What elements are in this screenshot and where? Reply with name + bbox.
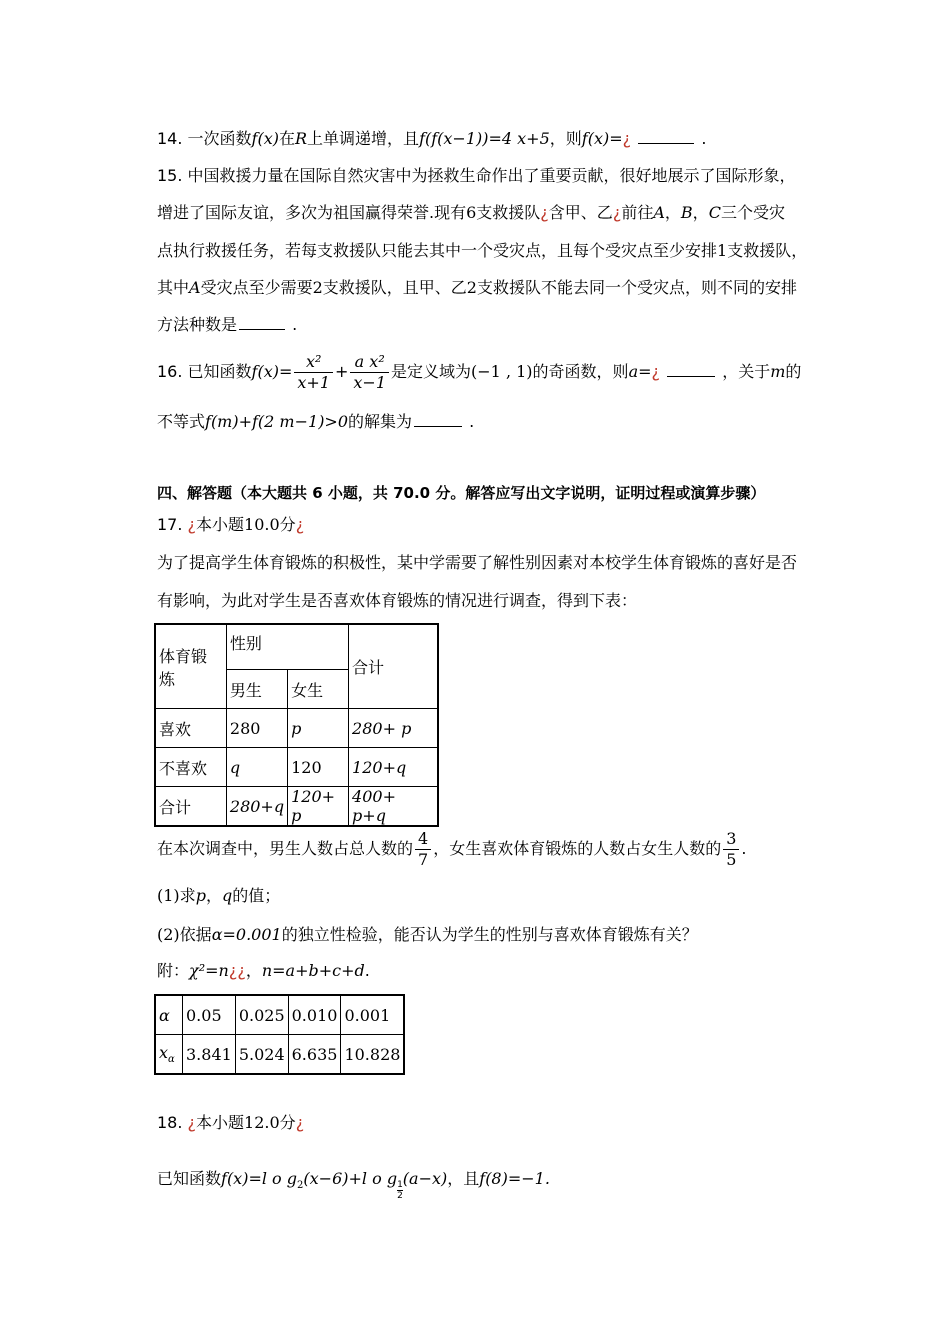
cell: p: [288, 709, 349, 748]
frac-den: 5: [726, 850, 737, 869]
header-gender: 性别: [226, 624, 348, 670]
q14-fx: f(x): [251, 129, 279, 148]
q17-text: .: [364, 961, 370, 980]
q17-text: 附：: [157, 961, 190, 980]
q18-number: 18.: [157, 1113, 188, 1132]
question-15-line4: [157, 277, 797, 299]
var-p: p: [195, 886, 206, 905]
fraction-4-7: [415, 829, 431, 870]
cell: 0.010: [288, 995, 341, 1035]
q16-inequality: f(m)+f(2 m−1)>0: [205, 412, 349, 431]
q14-text2: 在: [278, 129, 295, 148]
q15-A2: A: [189, 278, 201, 297]
cell: α: [155, 995, 183, 1035]
q15-text: 点执行救援任务，若每支救援队只能去其中一个受灾点，且每个受灾点至少安排: [157, 241, 718, 260]
q16-text: 是定义域为: [391, 362, 472, 381]
question-15-line2: [157, 202, 785, 224]
q15-one: 1: [717, 241, 728, 260]
q18-text: 分: [279, 1113, 296, 1132]
q15-text: 支救援队，: [727, 241, 808, 260]
cell: 120: [288, 748, 349, 787]
q15-text: 含甲、乙: [548, 203, 613, 222]
question-15-line3: [157, 240, 807, 262]
fraction-1: [294, 352, 333, 393]
table-row: [155, 709, 438, 748]
question-18-body: [157, 1168, 550, 1201]
q14-number: 14.: [157, 129, 183, 148]
header-male: 男生: [226, 670, 287, 709]
x-subscript: α: [168, 1054, 175, 1066]
survey-table: [154, 623, 439, 827]
cell: 不喜欢: [155, 748, 226, 787]
q15-end: .: [292, 315, 298, 334]
q15-text: 前往: [621, 203, 654, 222]
q17-text: ，: [205, 886, 222, 905]
alpha-value: α=0.001: [211, 925, 282, 944]
item-number: (1): [157, 886, 180, 905]
header-female: 女生: [288, 670, 349, 709]
frac-num: 3: [723, 829, 739, 850]
question-16-line1: [157, 350, 801, 394]
q15-text: 三个受灾: [720, 203, 785, 222]
q17-text: 在本次调查中，男生人数占总人数的: [157, 839, 414, 858]
q18-condition: f(8)=−1.: [479, 1169, 550, 1188]
header-exercise: 体育锻炼: [155, 624, 226, 709]
question-17-ratio-line: [157, 827, 747, 871]
cell: 6.635: [288, 1035, 341, 1075]
q16-domain: (−1 , 1): [471, 362, 533, 381]
q17-text: ，女生喜欢体育锻炼的人数占女生人数的: [433, 839, 722, 858]
q17-glyph: ¿: [295, 515, 305, 534]
q18-text: 已知函数: [157, 1169, 222, 1188]
frac-num: 4: [415, 829, 431, 850]
cell: 0.001: [341, 995, 404, 1035]
cell: 0.05: [183, 995, 236, 1035]
q15-text: 其中: [157, 278, 190, 297]
cell: 10.828: [341, 1035, 404, 1075]
q16-text: 不等式: [157, 412, 206, 431]
question-17-item1: [157, 885, 280, 907]
q14-text4: ，则: [549, 129, 582, 148]
q16-text: ，关于: [722, 362, 771, 381]
cell: q: [226, 748, 287, 787]
table-row: [155, 995, 404, 1035]
section-4-heading: 四、解答题（本大题共 6 小题，共 70.0 分。解答应写出文字说明，证明过程或演算步骤）: [157, 484, 766, 502]
q18-formula: (a−x): [402, 1169, 448, 1188]
cell: 280+ p: [349, 709, 438, 748]
question-17-item2: [157, 924, 698, 946]
q15-text: 支救援队，且甲、乙: [322, 278, 467, 297]
q15-text: 方法种数是: [157, 315, 238, 334]
var-q: q: [221, 886, 233, 905]
q18-glyph: ¿: [295, 1113, 305, 1132]
item-number: (2): [157, 925, 180, 944]
q17-text: 分: [279, 515, 296, 534]
frac-num: a x²: [350, 352, 389, 373]
question-14: [157, 128, 706, 150]
q17-text: 求: [179, 886, 196, 905]
q14-equation: f(f(x−1))=4 x+5: [419, 129, 550, 148]
header-total: 合计: [349, 624, 438, 709]
chi-formula: χ²=n: [189, 961, 229, 980]
q16-end: .: [469, 412, 475, 431]
question-17-header: [157, 514, 304, 536]
fraction-2: [350, 352, 389, 393]
q17-text: 的独立性检验，能否认为学生的性别与喜欢体育锻炼有关？: [281, 925, 698, 944]
log-base-2: 2: [297, 1180, 304, 1192]
n-formula: n=a+b+c+d: [261, 961, 365, 980]
q17-text: .: [741, 839, 747, 858]
table-row: [155, 1035, 404, 1075]
q14-fx2: f(x)=: [581, 129, 623, 148]
question-17-para1: 为了提高学生体育锻炼的积极性，某中学需要了解性别因素对本校学生体育锻炼的喜好是否: [157, 553, 798, 572]
q16-text: 已知函数: [182, 362, 252, 381]
cell: 0.025: [235, 995, 288, 1035]
cell: 280: [226, 709, 287, 748]
cell: 120+ p: [288, 787, 349, 827]
q14-R: R: [295, 129, 308, 148]
q18-text: ，且: [447, 1169, 480, 1188]
q15-glyph: ¿: [612, 203, 622, 222]
q14-end: .: [701, 129, 707, 148]
frac-den: 2: [397, 1191, 403, 1201]
x-symbol: x: [159, 1042, 169, 1062]
q15-C: C: [708, 203, 721, 222]
answer-blank: [414, 414, 462, 427]
question-16-line2: [157, 411, 474, 433]
q18-points: 12.0: [244, 1113, 280, 1132]
critical-value-table: [154, 994, 405, 1075]
table-row: [155, 748, 438, 787]
q14-glyph: ¿: [622, 129, 632, 148]
q17-text: 本小题: [196, 515, 245, 534]
q17-glyph: ¿¿: [228, 961, 246, 980]
answer-blank: [638, 131, 694, 144]
frac-den: x−1: [353, 373, 387, 392]
q15-text: 受灾点至少需要: [200, 278, 313, 297]
q17-text: 的值；: [232, 886, 281, 905]
q16-text: 的奇函数，则: [532, 362, 629, 381]
q16-text: 的解集为: [348, 412, 413, 431]
q15-six: 6: [466, 203, 477, 222]
frac-den: x+1: [297, 373, 330, 392]
q16-glyph: ¿: [651, 362, 661, 381]
q17-points: 10.0: [244, 515, 280, 534]
q18-text: 本小题: [196, 1113, 245, 1132]
cell: 合计: [155, 787, 226, 827]
q15-text: 支救援队: [476, 203, 541, 222]
q15-B: B: [680, 203, 693, 222]
question-15-line5: [157, 314, 297, 336]
q15-text: 支救援队不能去同一个受灾点，则不同的安排: [476, 278, 797, 297]
q15-two: 2: [312, 278, 323, 297]
cell: [155, 1035, 183, 1075]
q16-fx: f(x)=: [251, 362, 293, 381]
q15-glyph: ¿: [540, 203, 549, 222]
q16-m: m: [770, 362, 786, 381]
q17-text: ，: [245, 961, 262, 980]
q16-plus: +: [335, 362, 349, 381]
q16-a: a=: [628, 362, 652, 381]
question-17-appendix: [157, 960, 370, 982]
cell: 3.841: [183, 1035, 236, 1075]
cell: 400+ p+q: [349, 787, 438, 827]
frac-den: 7: [418, 850, 429, 869]
answer-blank: [239, 317, 285, 330]
cell: 5.024: [235, 1035, 288, 1075]
cell: 喜欢: [155, 709, 226, 748]
q18-formula: (x−6)+l o g: [303, 1169, 398, 1188]
q16-number: 16.: [157, 362, 183, 381]
q15-sep: ，: [664, 203, 681, 222]
q18-glyph: ¿: [187, 1113, 197, 1132]
q17-glyph: ¿: [187, 515, 197, 534]
cell: 280+q: [226, 787, 287, 827]
q15-sep: ，: [692, 203, 709, 222]
q17-text: 依据: [179, 925, 212, 944]
q15-A: A: [653, 203, 665, 222]
question-15-line1: 15. 中国救援力量在国际自然灾害中为拯救生命作出了重要贡献，很好地展示了国际形象，: [157, 166, 796, 185]
q16-text: 的: [785, 362, 802, 381]
answer-blank: [667, 364, 715, 377]
fraction-3-5: [723, 829, 739, 870]
question-18-header: [157, 1112, 304, 1134]
question-17-para2: 有影响，为此对学生是否喜欢体育锻炼的情况进行调查，得到下表：: [157, 591, 638, 610]
q18-formula: f(x)=l o g: [221, 1169, 298, 1188]
q14-text: 一次函数: [182, 129, 252, 148]
q15-text: 增进了国际友谊，多次为祖国赢得荣誉.现有: [157, 203, 467, 222]
q17-number: 17.: [157, 515, 188, 534]
table-row: [155, 787, 438, 827]
frac-num: 1: [397, 1180, 403, 1190]
q15-two2: 2: [466, 278, 477, 297]
cell: 120+q: [349, 748, 438, 787]
frac-num: x²: [294, 352, 333, 373]
q14-text3: 上单调递增，且: [307, 129, 420, 148]
